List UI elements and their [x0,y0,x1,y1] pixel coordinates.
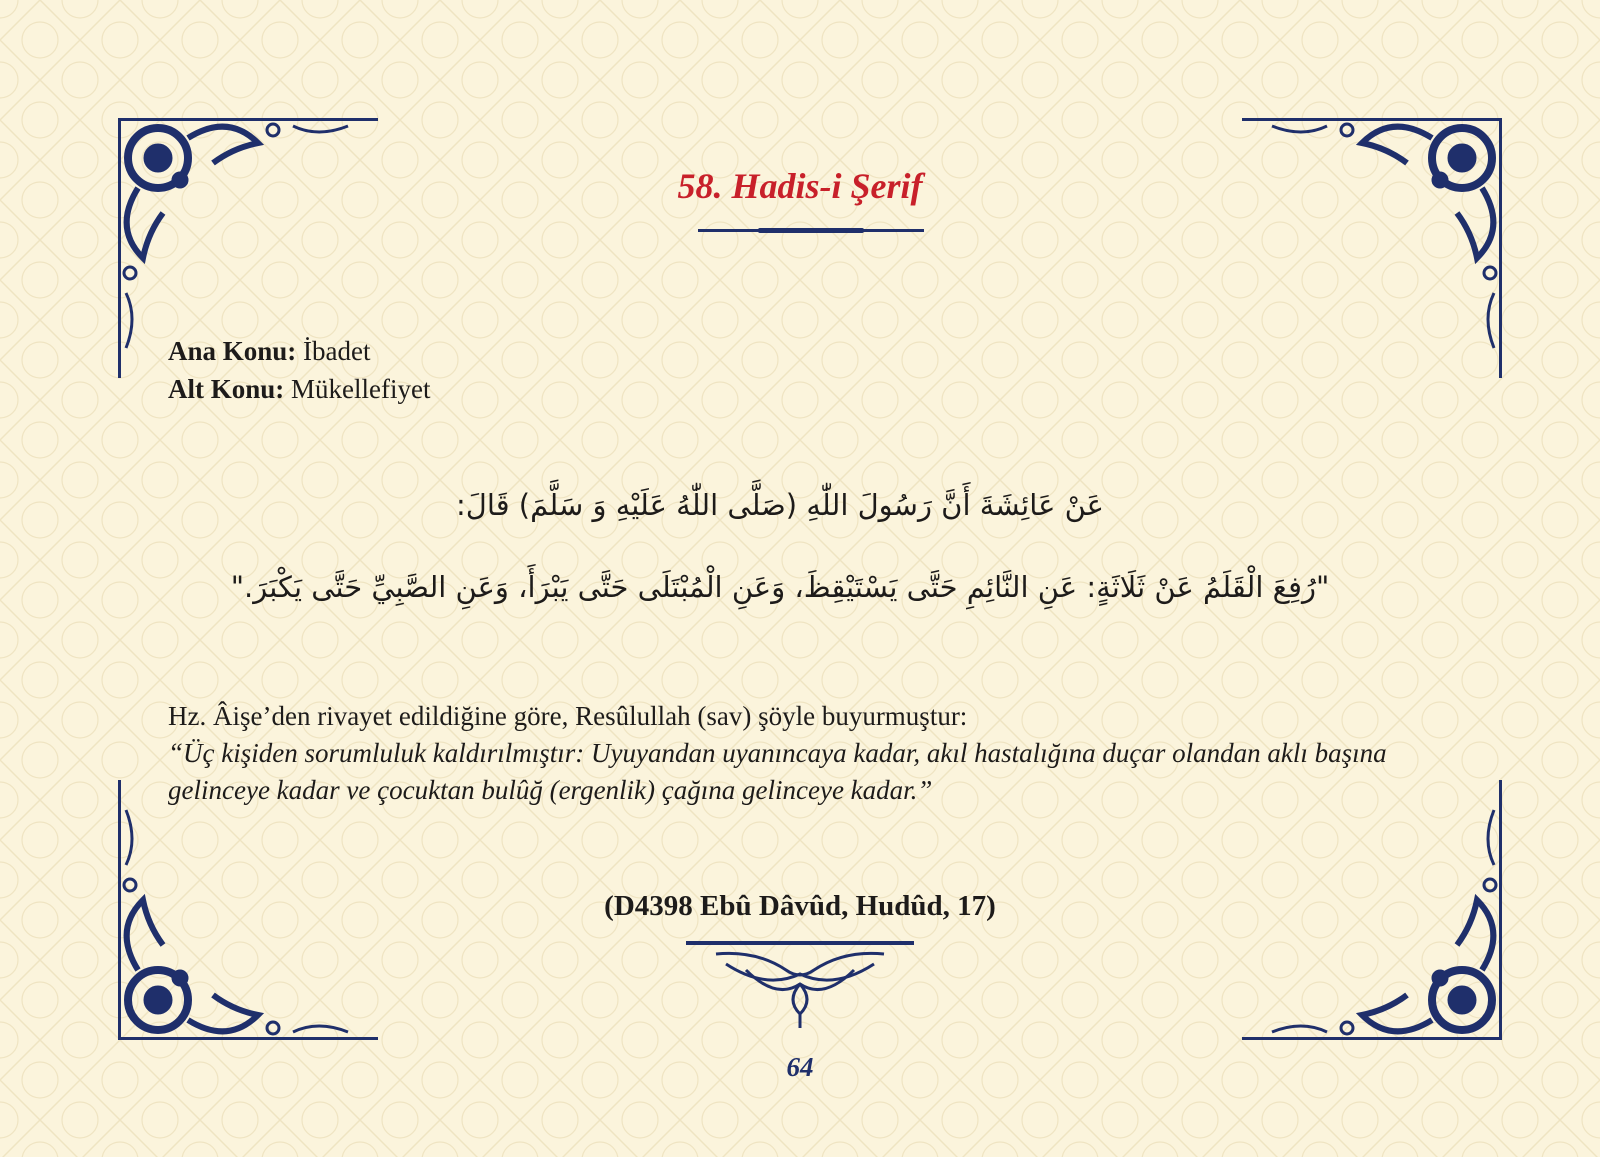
title-underline [698,229,924,232]
corner-ornament-bottom-right [1242,780,1502,1040]
source-reference: (D4398 Ebû Dâvûd, Hudûd, 17) [604,890,996,922]
main-topic-label: Ana Konu: [168,336,297,366]
sub-topic-label: Alt Konu: [168,374,285,404]
sub-topic-value: Mükellefiyet [291,374,431,404]
translation-quote: “Üç kişiden sorumluluk kaldırılmıştır: Uyuyandan uyanıncaya kadar, akıl hastalığına duçar olandan aklı başına gelinceye kadar ve çocuktan bulûğ (ergenlik) çağına gelinceye kadar.” [168,738,1387,805]
translation-intro: Hz. Âişe’den rivayet edildiğine göre, Resûlullah (sav) şöyle buyurmuştur: [168,701,968,731]
page-title: 58. Hadis-i Şerif [677,166,923,206]
main-topic-value: İbadet [303,336,371,366]
page-number: 64 [786,1052,814,1082]
corner-ornament-top-right [1242,118,1502,378]
main-topic-row [168,332,431,370]
sub-topic-row [168,370,431,408]
arabic-text-line-2: "رُفِعَ الْقَلَمُ عَنْ ثَلَاثَةٍ: عَنِ النَّائِمِ حَتَّى يَسْتَيْقِظَ، وَعَنِ الْمُبْتَلَى حَتَّى يَبْرَأَ، وَعَنِ الصَّبِيِّ حَتَّى يَكْبَرَ." [230,570,1330,604]
bottom-ornament [686,940,914,1030]
corner-ornament-bottom-left [118,780,378,1040]
translation-block [168,698,1468,809]
topic-block [168,332,431,408]
arabic-text-line-1: عَنْ عَائِشَةَ أَنَّ رَسُولَ اللّٰهِ (صَلَّى اللّٰهُ عَلَيْهِ وَ سَلَّمَ) قَالَ: [456,488,1104,522]
